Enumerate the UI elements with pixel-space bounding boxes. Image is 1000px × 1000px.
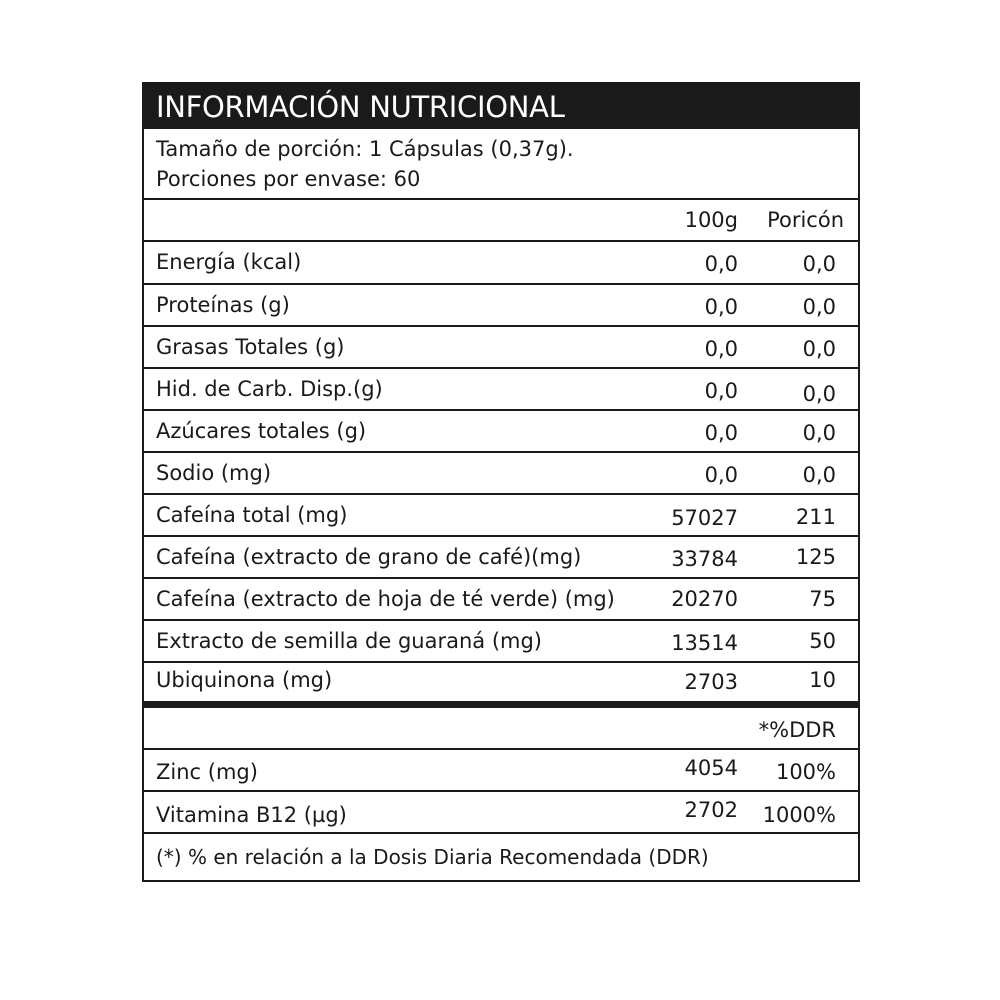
table-row bbox=[144, 537, 858, 577]
vitamin-name: Zinc (mg) bbox=[156, 760, 258, 784]
table-row bbox=[144, 327, 858, 367]
column-header-portion: Poricón bbox=[767, 208, 844, 232]
value-portion: 10 bbox=[809, 668, 836, 692]
table-row bbox=[144, 495, 858, 535]
column-header-100g: 100g bbox=[684, 208, 738, 232]
value-portion: 0,0 bbox=[802, 337, 836, 361]
nutrient-name: Cafeína total (mg) bbox=[156, 503, 348, 527]
value-ddr: 100% bbox=[775, 760, 836, 784]
servings-per-container: Porciones por envase: 60 bbox=[156, 167, 421, 191]
nutrient-name: Grasas Totales (g) bbox=[156, 335, 345, 359]
value-100g: 57027 bbox=[671, 506, 738, 530]
value-100g: 0,0 bbox=[704, 252, 738, 276]
nutrient-name: Extracto de semilla de guaraná (mg) bbox=[156, 629, 542, 653]
label-header bbox=[144, 84, 858, 129]
value-100g: 13514 bbox=[671, 631, 738, 655]
ddr-header-row bbox=[144, 708, 858, 748]
table-row bbox=[144, 411, 858, 451]
value-portion: 211 bbox=[795, 505, 836, 529]
divider bbox=[144, 832, 858, 834]
value-portion: 75 bbox=[809, 587, 836, 611]
nutrient-name: Cafeína (extracto de hoja de té verde) (mg) bbox=[156, 587, 615, 611]
nutrition-facts-label bbox=[142, 82, 860, 882]
footnote: (*) % en relación a la Dosis Diaria Recomendada (DDR) bbox=[156, 845, 709, 869]
value-100g: 2703 bbox=[684, 670, 738, 694]
nutrient-name: Hid. de Carb. Disp.(g) bbox=[156, 377, 383, 401]
value-portion: 0,0 bbox=[802, 295, 836, 319]
table-row bbox=[144, 579, 858, 619]
value-portion: 0,0 bbox=[802, 463, 836, 487]
value-100g: 33784 bbox=[671, 547, 738, 571]
value-100g: 0,0 bbox=[704, 463, 738, 487]
table-row bbox=[144, 453, 858, 493]
table-row bbox=[144, 750, 858, 790]
table-row bbox=[144, 242, 858, 282]
nutrient-name: Sodio (mg) bbox=[156, 461, 272, 485]
nutrient-name: Azúcares totales (g) bbox=[156, 419, 367, 443]
value-100g: 20270 bbox=[671, 587, 738, 611]
value-100g: 0,0 bbox=[704, 379, 738, 403]
value-portion: 0,0 bbox=[802, 382, 836, 406]
value-portion: 0,0 bbox=[802, 252, 836, 276]
label-title: INFORMACIÓN NUTRICIONAL bbox=[156, 90, 565, 124]
column-header-row bbox=[144, 200, 858, 240]
value-portion: 50 bbox=[809, 629, 836, 653]
vitamin-name: Vitamina B12 (µg) bbox=[156, 803, 347, 827]
value-portion: 125 bbox=[795, 545, 836, 569]
value-100g: 0,0 bbox=[704, 295, 738, 319]
ddr-column-header: *%DDR bbox=[758, 718, 836, 742]
table-row bbox=[144, 621, 858, 661]
table-row bbox=[144, 369, 858, 409]
nutrient-name: Ubiquinona (mg) bbox=[156, 668, 333, 692]
nutrient-name: Proteínas (g) bbox=[156, 293, 290, 317]
thick-divider bbox=[144, 701, 858, 708]
value-100g: 2702 bbox=[684, 798, 738, 822]
nutrient-name: Energía (kcal) bbox=[156, 250, 302, 274]
table-row bbox=[144, 792, 858, 832]
value-100g: 0,0 bbox=[704, 421, 738, 445]
value-ddr: 1000% bbox=[762, 803, 836, 827]
value-100g: 0,0 bbox=[704, 337, 738, 361]
value-portion: 0,0 bbox=[802, 421, 836, 445]
table-row bbox=[144, 285, 858, 325]
nutrient-name: Cafeína (extracto de grano de café)(mg) bbox=[156, 545, 582, 569]
serving-size: Tamaño de porción: 1 Cápsulas (0,37g). bbox=[156, 137, 574, 161]
table-row bbox=[144, 663, 858, 703]
value-100g: 4054 bbox=[684, 756, 738, 780]
